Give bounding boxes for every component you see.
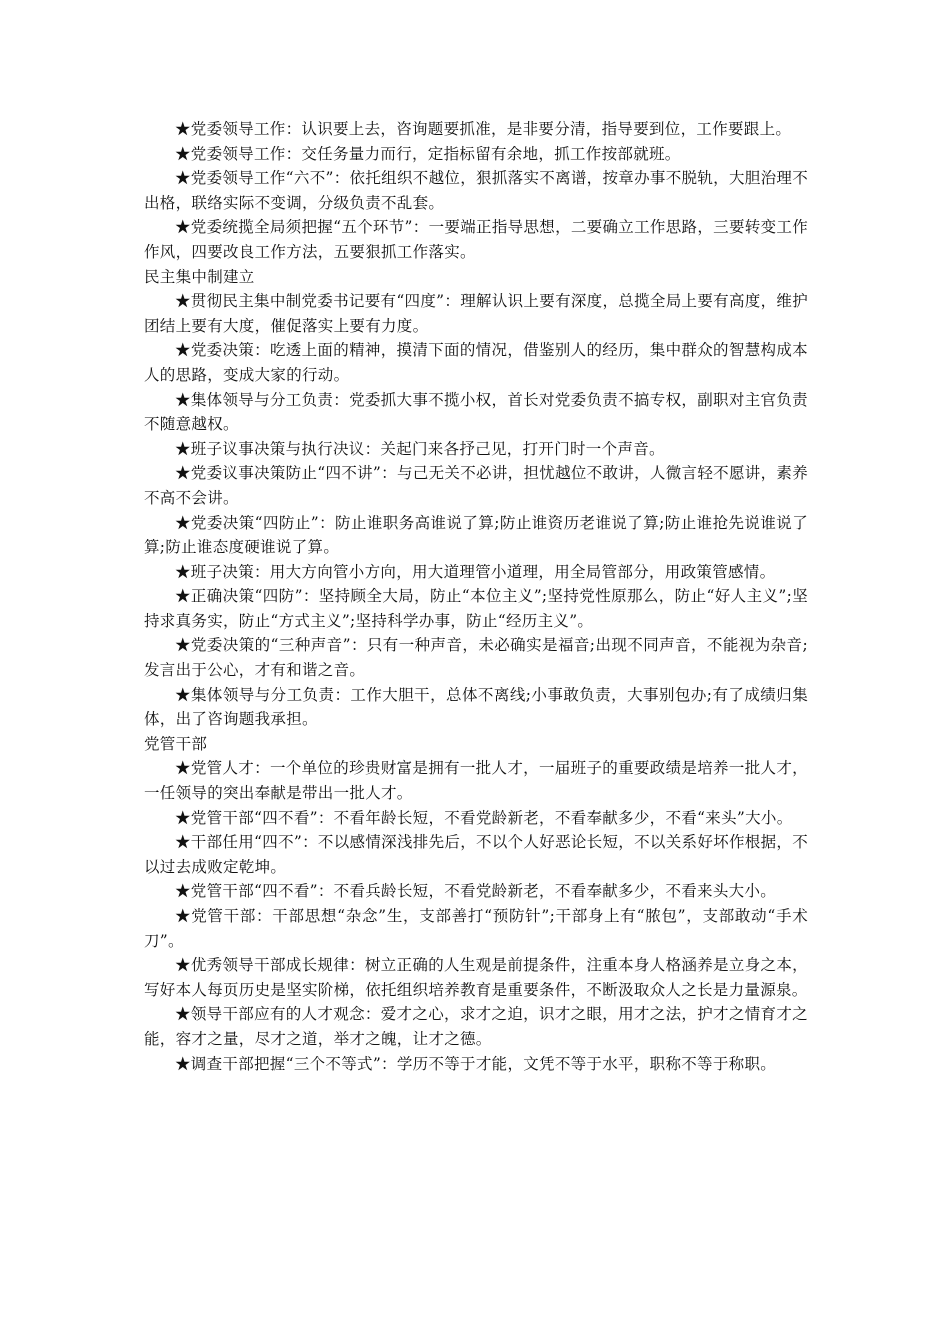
paragraph: ★党管干部“四不看”：不看兵龄长短，不看党龄新老，不看奉献多少，不看来头大小。 — [175, 882, 777, 901]
paragraph: ★党管干部“四不看”：不看年龄长短，不看党龄新老，不看奉献多少，不看“来头”大小。 — [175, 808, 793, 827]
paragraph: ★党委统揽全局须把握“五个环节”：一要端正指导思想，二要确立工作思路，三要转变工作作风，四要改良工作方法，五要狠抓工作落实。 — [144, 218, 808, 261]
paragraph: ★优秀领导干部成长规律：树立正确的人生观是前提条件，注重本身人格涵养是立身之本，写好本人每页历史是坚实阶梯，依托组织培养教育是重要条件，不断汲取众人之长是力量源泉。 — [144, 956, 808, 999]
section-heading: 党管干部 — [144, 734, 208, 753]
paragraph: ★集体领导与分工负责：党委抓大事不揽小权，首长对党委负责不搞专权，副职对主官负责不随意越权。 — [144, 390, 808, 434]
paragraph: ★党委决策“四防止”：防止谁职务高谁说了算;防止谁资历老谁说了算;防止谁抢先说谁说了算;防止谁态度硬谁说了算。 — [144, 513, 808, 557]
paragraph: ★党委领导工作：交任务量力而行，定指标留有余地，抓工作按部就班。 — [175, 144, 681, 163]
paragraph: ★贯彻民主集中制党委书记要有“四度”：理解认识上要有深度，总揽全局上要有高度，维护团结上要有大度，催促落实上要有力度。 — [144, 292, 808, 335]
paragraph: ★干部任用“四不”：不以感情深浅排先后，不以个人好恶论长短，不以关系好坏作根据，不以过去成败定乾坤。 — [144, 833, 808, 876]
paragraph: ★班子决策：用大方向管小方向，用大道理管小道理，用全局管部分，用政策管感情。 — [175, 562, 776, 581]
paragraph: ★党委领导工作：认识要上去，咨询题要抓准，是非要分清，指导要到位，工作要跟上。 — [175, 120, 792, 138]
paragraph: ★党管人才：一个单位的珍贵财富是拥有一批人才，一届班子的重要政绩是培养一批人才，一任领导的突出奉献是带出一批人才。 — [144, 759, 808, 803]
document-page — [144, 117, 808, 1076]
paragraph: ★调查干部把握“三个不等式”：学历不等于才能，文凭不等于水平，职称不等于称职。 — [175, 1054, 777, 1073]
paragraph: ★党委决策：吃透上面的精神，摸清下面的情况，借鉴别人的经历，集中群众的智慧构成本人的思路，变成大家的行动。 — [144, 341, 808, 384]
paragraph: ★党委领导工作“六不”：依托组织不越位，狠抓落实不离谱，按章办事不脱轨，大胆治理不出格，联络实际不变调，分级负责不乱套。 — [144, 169, 808, 212]
section-heading: 民主集中制建立 — [144, 267, 255, 286]
paragraph: ★集体领导与分工负责：工作大胆干，总体不离线;小事敢负责，大事别包办;有了成绩归集体，出了咨询题我承担。 — [144, 685, 808, 729]
paragraph: ★班子议事决策与执行决议：关起门来各抒己见，打开门时一个声音。 — [175, 439, 665, 458]
paragraph: ★党管干部：干部思想“杂念”生，支部善打“预防针”;干部身上有“脓包”，支部敢动“手术刀”。 — [144, 907, 808, 950]
paragraph: ★党委议事决策防止“四不讲”：与己无关不必讲，担忧越位不敢讲，人微言轻不愿讲，素养不高不会讲。 — [144, 464, 808, 507]
paragraph: ★领导干部应有的人才观念：爱才之心，求才之迫，识才之眼，用才之法，护才之情育才之能，容才之量，尽才之道，举才之魄，让才之德。 — [144, 1005, 808, 1048]
paragraph: ★党委决策的“三种声音”：只有一种声音，未必确实是福音;出现不同声音，不能视为杂音;发言出于公心，才有和谐之音。 — [144, 636, 808, 680]
paragraph: ★正确决策“四防”：坚持顾全大局，防止“本位主义”;坚持党性原那么，防止“好人主义”;坚持求真务实，防止“方式主义”;坚持科学办事，防止“经历主义”。 — [144, 587, 808, 630]
